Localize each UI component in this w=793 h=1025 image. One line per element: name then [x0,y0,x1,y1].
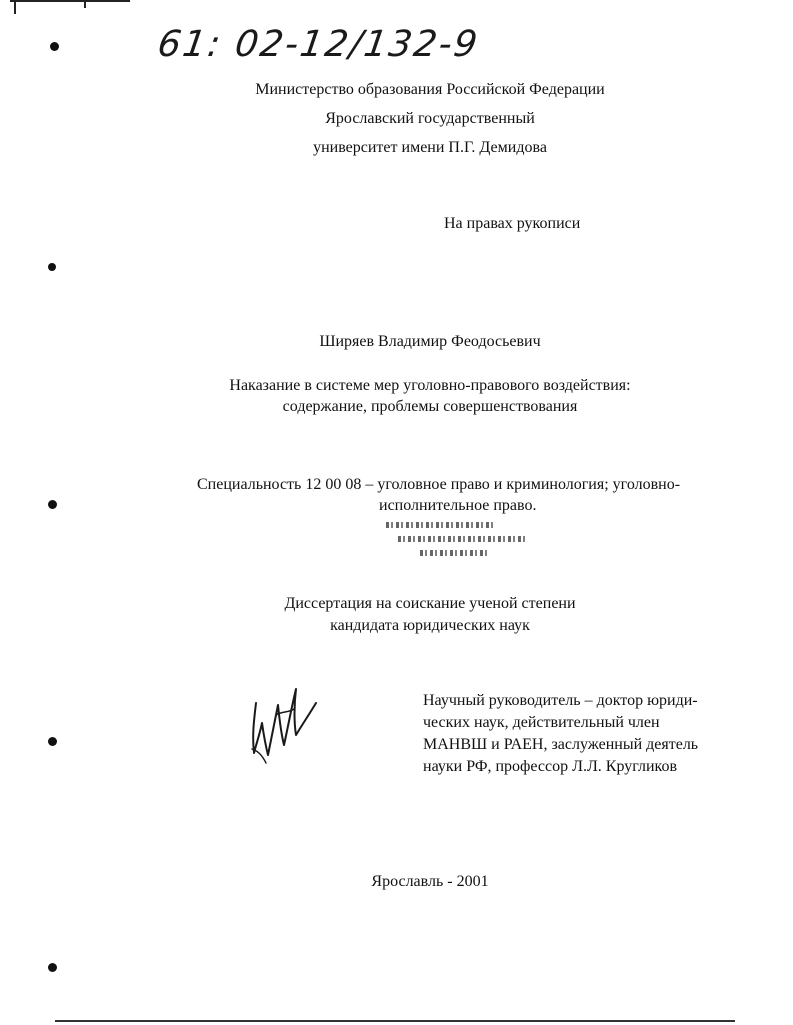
registration-number: 61: 02-12/132-9 [155,24,482,65]
specialty-line2: исполнительное право. [379,497,537,514]
manuscript-note: На правах рукописи [444,215,581,232]
supervisor-line1: Научный руководитель – доктор юриди- [423,692,698,709]
supervisor-block [423,690,743,778]
binding-hole [48,500,57,509]
degree-line2: кандидата юридических наук [330,617,530,634]
supervisor-line2: ческих наук, действительный член [423,714,660,731]
dissertation-title-line1: Наказание в системе мер уголовно-правового воздействия: [229,377,631,394]
binding-hole [48,737,57,746]
ministry-name: Министерство образования Российской Федерации [255,81,605,98]
top-rule [10,0,130,2]
dissertation-title-line2: содержание, проблемы совершенствования [282,398,578,415]
city-year: Ярославль - 2001 [371,873,489,890]
degree-line1: Диссертация на соискание ученой степени [284,595,576,612]
author-name: Ширяев Владимир Феодосьевич [319,333,541,350]
university-name-line2: университет имени П.Г. Демидова [313,139,547,156]
top-tick [84,0,86,8]
supervisor-line4: науки РФ, профессор Л.Л. Кругликов [423,758,678,775]
binding-hole [48,963,57,972]
signature [232,675,332,770]
binding-hole [48,263,56,271]
bottom-rule [55,1020,735,1022]
university-name-line1: Ярославский государственный [325,110,535,127]
top-tick [14,0,16,14]
specialty-line1: Специальность 12 00 08 – уголовное право и криминология; уголовно- [197,476,681,493]
supervisor-line3: МАНВШ и РАЕН, заслуженный деятель [423,736,699,753]
binding-hole [50,42,59,51]
library-stamp [380,518,530,562]
